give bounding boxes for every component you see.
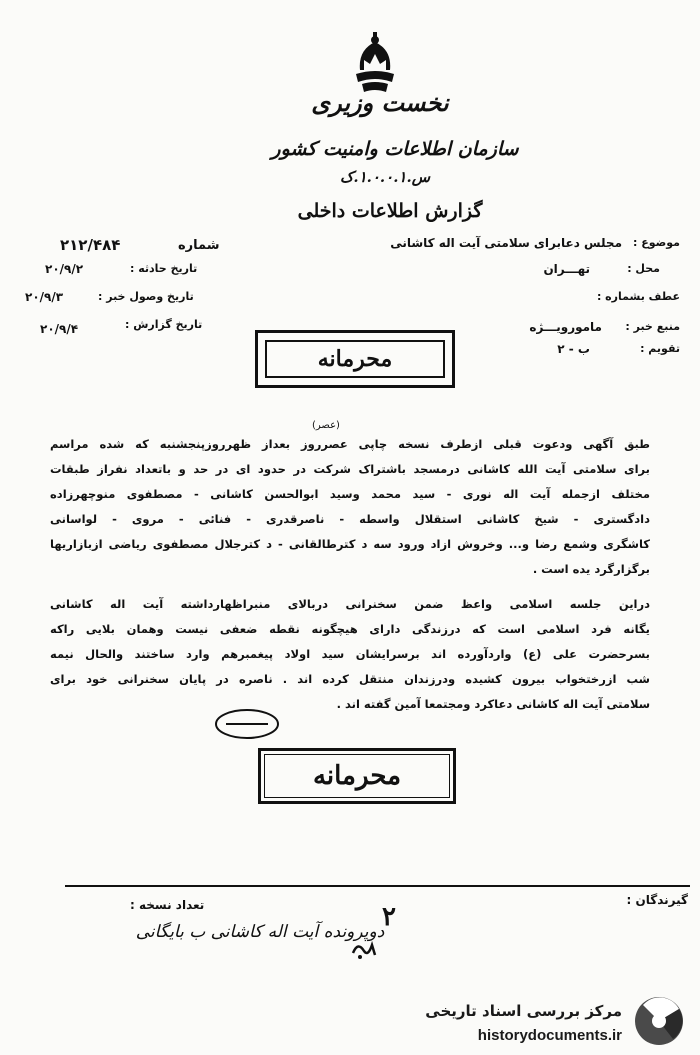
confidential-stamp-top-text: محرمانه	[265, 340, 445, 378]
handwritten-loop-mark-icon	[212, 705, 282, 743]
meta-place-label: محل :	[627, 262, 660, 275]
meta-received-date-label: تاریخ وصول خبر :	[98, 290, 194, 303]
watermark-organization-name: مرکز بررسی اسناد تاریخی	[425, 1002, 622, 1020]
body-line: برگزارگرد یده است .	[532, 562, 650, 576]
header-office: نخست وزیری	[311, 88, 449, 117]
meta-number-value: ۲۱۲/۴۸۴	[60, 236, 121, 254]
annotation-above-line: (عصر)	[312, 420, 340, 431]
meta-event-date-label: تاریخ حادثه :	[130, 262, 198, 275]
report-title: گزارش اطلاعات داخلی	[297, 200, 483, 222]
confidential-stamp-bottom	[258, 748, 456, 804]
meta-report-date-label: تاریخ گزارش :	[125, 318, 203, 331]
meta-event-date-value: ۲۰/۹/۲	[45, 262, 84, 276]
body-line: یگانه فرد اسلامی است که درزندگی دارای هیچگونه نقطه ضعفی نیست وهمان بلایی راکه	[50, 622, 650, 636]
meta-source-label: منبع خبر :	[625, 320, 680, 333]
body-line: بسرحضرت علی (ع) واردآورده اند برسرایشان سید اولاد پیغمبرهم وارد ساختند والحال نیمه	[50, 647, 650, 661]
body-line: دادگستری - شیخ کاشانی استقلال واسطه - ناصرقدری - فنائی - مروی - لواسانی	[50, 512, 650, 526]
meta-received-date-value: ۲۰/۹/۳	[25, 290, 64, 304]
body-line: مختلف ازجمله آیت اله نوری - سید محمد وسید ابوالحسن کاشانی - مصطفوی منوچهرزاده	[50, 487, 650, 501]
confidential-stamp-bottom-text: محرمانه	[264, 754, 450, 798]
body-line: برای سلامتی آیت الله کاشانی درمسجد باشتراک شرکت در حدود ای در حد و باتعداد نفراز طبقات	[50, 462, 650, 476]
watermark-url: historydocuments.ir	[477, 1027, 622, 1044]
meta-source-value: مامورویـــژه	[529, 320, 602, 334]
header-code: س.۱.۰.۰.۱.ک	[339, 168, 431, 186]
meta-place-value: تهـــران	[543, 262, 590, 276]
handwritten-filing-note: دوپرونده آیت اله کاشانی ب بایگانی	[135, 922, 385, 942]
meta-evaluation-value: ب - ۲	[557, 342, 590, 356]
body-line: سلامتی آیت اله کاشانی دعاکرد ومجتمعا آمین گفته اند .	[336, 697, 650, 711]
handwritten-initials: ۲	[382, 902, 396, 932]
body-line: طبق آگهی ودعوت قبلی ازطرف نسخه چاپی عصرروز بعداز ظهرروزپنجشنبه که شده مراسم	[50, 437, 650, 451]
footer-divider	[65, 885, 690, 887]
recipients-label: گیرندگان :	[626, 893, 688, 907]
meta-evaluation-label: تقویم :	[640, 342, 680, 355]
header-organization: سازمان اطلاعات وامنیت کشور	[271, 138, 519, 160]
meta-subject-value: مجلس دعابرای سلامتی آیت اله کاشانی	[390, 236, 622, 250]
body-line: دراین جلسه اسلامی واعظ ضمن سخنرانی دربالای منبراظهارداشته آیت اله کاشانی	[50, 597, 650, 611]
meta-subject-label: موضوع :	[633, 236, 680, 249]
meta-reference-label: عطف بشماره :	[596, 290, 680, 303]
history-documents-logo-icon	[633, 995, 685, 1047]
meta-number-label: شماره	[178, 238, 220, 253]
handwritten-signature-icon	[350, 935, 378, 961]
body-line: شب ازرختخواب بیرون کشیده ودرزندان منتقل کرده اند . ناصره در پایان سخنرانی خود برای	[50, 672, 650, 686]
copies-label: تعداد نسخه :	[130, 898, 205, 912]
meta-report-date-value: ۲۰/۹/۴	[40, 322, 79, 336]
body-line: کاشگری وشمع رضا و... وخروش ازاد ورود سه د کترطالقانی - د کترجلال مصطفوی ریاضی ازبازاریها	[50, 537, 650, 551]
confidential-stamp-top	[255, 330, 455, 388]
